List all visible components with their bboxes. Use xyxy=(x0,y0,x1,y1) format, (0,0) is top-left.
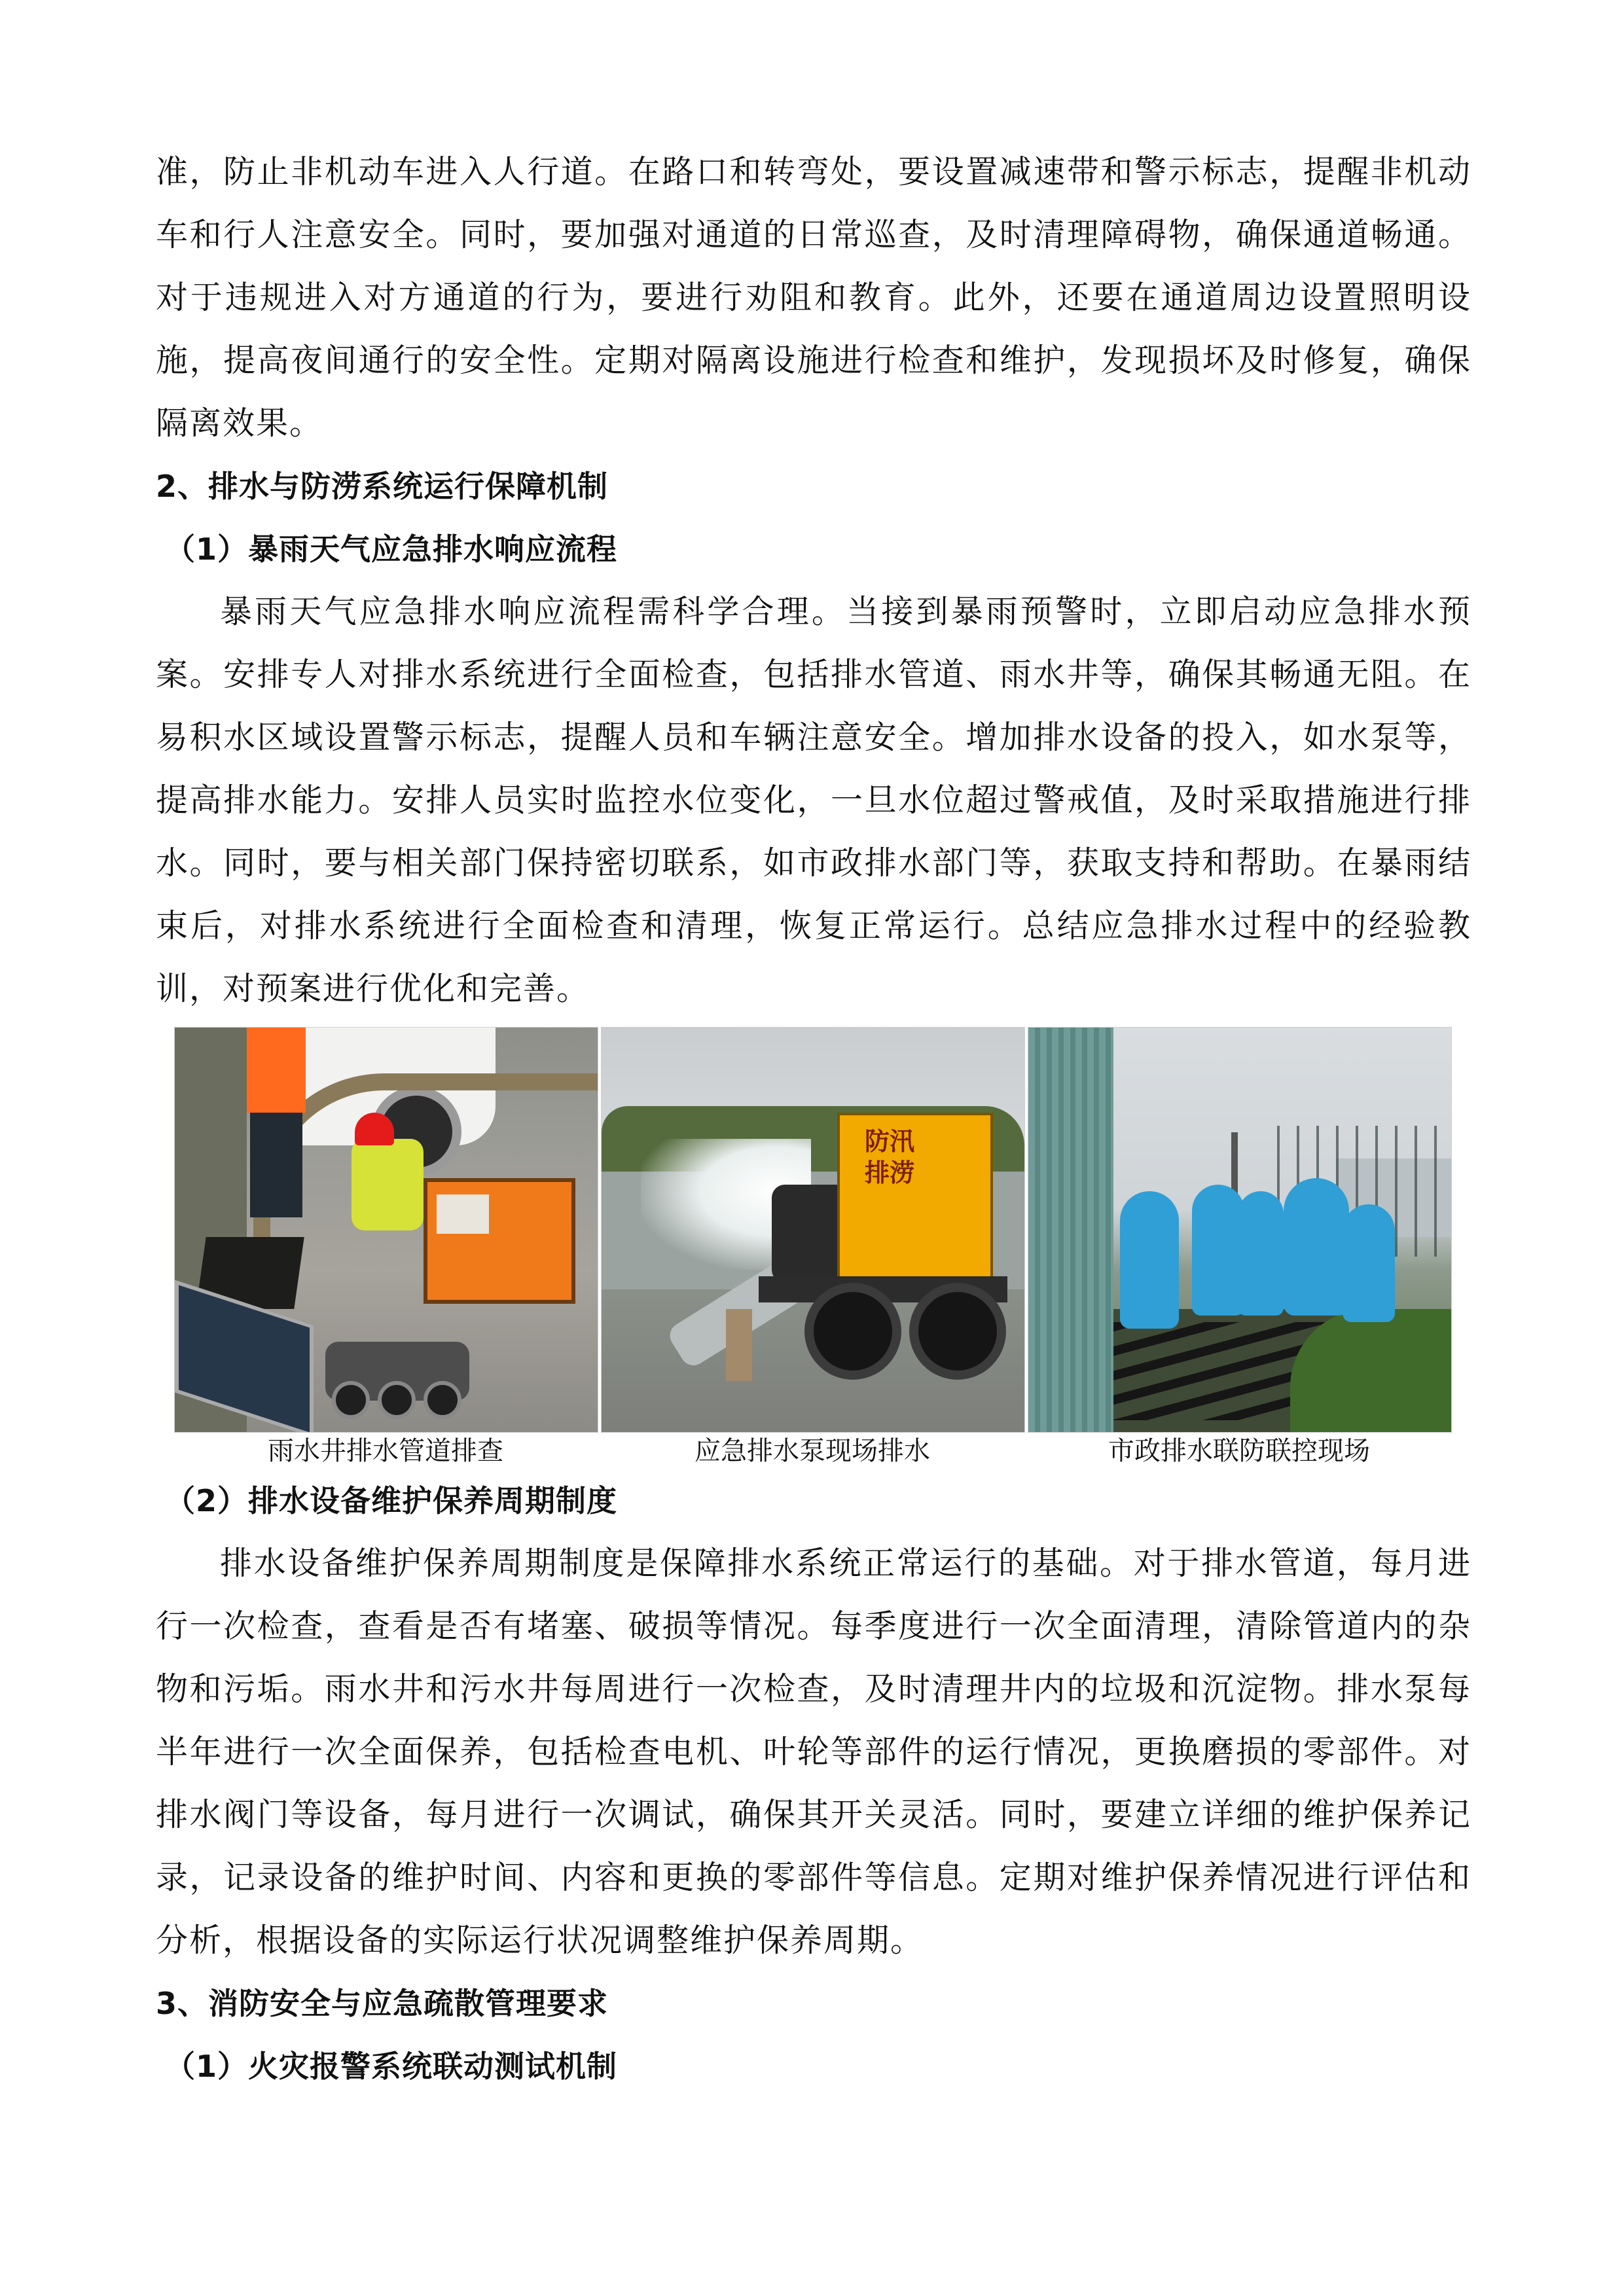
photo-manhole-inspection xyxy=(174,1027,598,1433)
figure-municipal-joint-control xyxy=(1028,1027,1451,1469)
subsection-2-2-body: 排水设备维护保养周期制度是保障排水系统正常运行的基础。对于排水管道，每月进行一次检查，查看是否有堵塞、破损等情况。每季度进行一次全面清理，清除管道内的杂物和污垢。雨水井和污水井每周进行一次检查，及时清理井内的垃圾和沉淀物。排水泵每半年进行一次全面保养，包括检查电机、叶轮等部件的运行情况，更换磨损的零部件。对排水阀门等设备，每月进行一次调试，确保其开关灵活。同时，要建立详细的维护保养记录，记录设备的维护时间、内容和更换的零部件等信息。定期对维护保养情况进行评估和分析，根据设备的实际运行状况调整维护保养周期。 xyxy=(156,1545,1471,1959)
section-2-heading: 2、排水与防涝系统运行保障机制 xyxy=(156,469,609,504)
caption-municipal-joint-control: 市政排水联防联控现场 xyxy=(1108,1436,1370,1466)
subsection-2-2-heading: （2）排水设备维护保养周期制度 xyxy=(165,1483,618,1518)
pump-sign-text: 防汛排涝 xyxy=(864,1127,914,1187)
paragraph-continuation: 准，防止非机动车进入人行道。在路口和转弯处，要设置减速带和警示标志，提醒非机动车和行人注意安全。同时，要加强对通道的日常巡查，及时清理障碍物，确保通道畅通。对于违规进入对方通道的行为，要进行劝阻和教育。此外，还要在通道周边设置照明设施，提高夜间通行的安全性。定期对隔离设施进行检查和维护，发现损坏及时修复，确保隔离效果。 xyxy=(156,153,1471,442)
subsection-2-1-heading: （1）暴雨天气应急排水响应流程 xyxy=(165,531,618,567)
subsection-3-1-heading: （1）火灾报警系统联动测试机制 xyxy=(165,2049,618,2084)
figure-emergency-pump xyxy=(601,1027,1024,1469)
photo-emergency-pump xyxy=(601,1027,1025,1433)
subsection-2-1-body: 暴雨天气应急排水响应流程需科学合理。当接到暴雨预警时，立即启动应急排水预案。安排专人对排水系统进行全面检查，包括排水管道、雨水井等，确保其畅通无阻。在易积水区域设置警示标志，提醒人员和车辆注意安全。增加排水设备的投入，如水泵等，提高排水能力。安排人员实时监控水位变化，一旦水位超过警戒值，及时采取措施进行排水。同时，要与相关部门保持密切联系，如市政排水部门等，获取支持和帮助。在暴雨结束后，对排水系统进行全面检查和清理，恢复正常运行。总结应急排水过程中的经验教训，对预案进行优化和完善。 xyxy=(156,593,1471,1007)
document-page xyxy=(156,141,1471,2098)
photo-municipal-joint-control xyxy=(1028,1027,1452,1433)
figure-manhole-inspection xyxy=(174,1027,597,1469)
caption-manhole-inspection: 雨水井排水管道排查 xyxy=(268,1436,503,1466)
caption-emergency-pump: 应急排水泵现场排水 xyxy=(695,1436,930,1466)
photo-row xyxy=(174,1027,1452,1469)
section-3-heading: 3、消防安全与应急疏散管理要求 xyxy=(156,1986,609,2021)
